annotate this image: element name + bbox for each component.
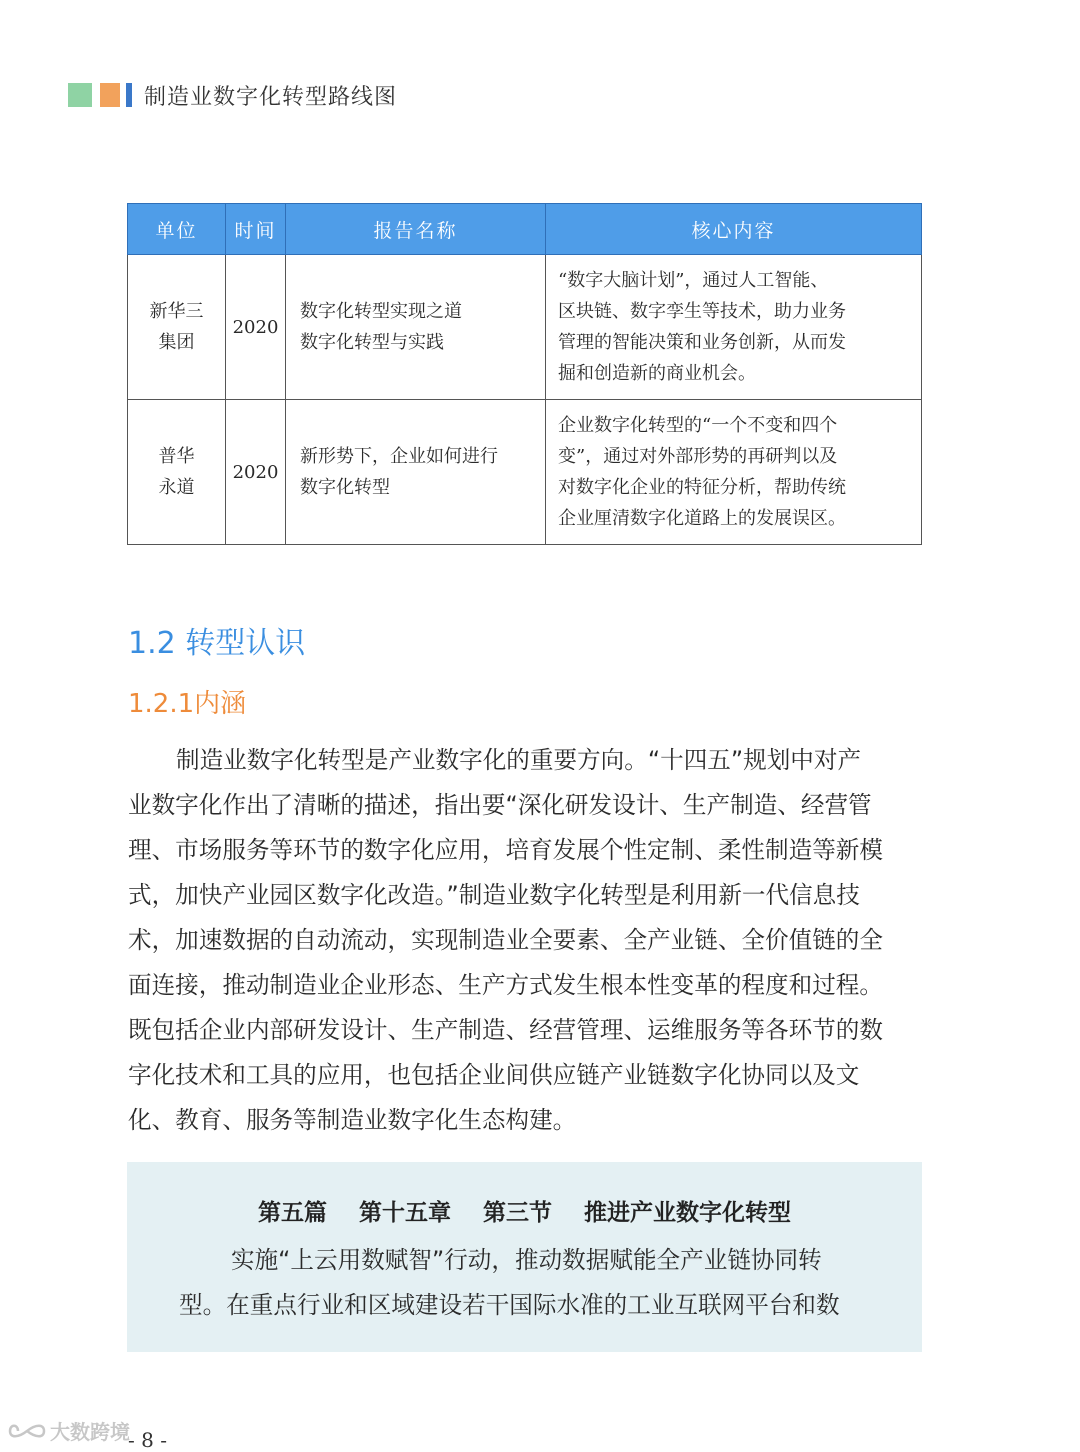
callout-title-part: 推进产业数字化转型 [584, 1200, 792, 1226]
green-square-icon [68, 83, 92, 107]
cell-line: 集团 [158, 332, 195, 353]
table-row [128, 255, 922, 400]
col-header-unit: 单位 [128, 204, 226, 255]
cell-line: 企业数字化转型的“一个不变和四个 [558, 415, 838, 436]
cell-line: 管理的智能决策和业务创新，从而发 [558, 332, 846, 353]
cell-unit [128, 255, 226, 400]
watermark [8, 1416, 130, 1445]
blue-bar-icon [126, 83, 132, 107]
cell-line: 数字化转型与实践 [300, 332, 444, 353]
callout-title-part: 第十五章 [358, 1200, 451, 1226]
orange-square-icon [100, 83, 120, 107]
paragraph-line: 化、教育、服务等制造业数字化生态构建。 [128, 1106, 577, 1134]
cell-unit [128, 400, 226, 545]
cell-year: 2020 [226, 400, 286, 545]
cell-line: 对数字化企业的特征分析，帮助传统 [558, 477, 846, 498]
callout-text [179, 1238, 879, 1328]
cell-line: 新形势下，企业如何进行 [300, 446, 498, 467]
cell-line: “数字大脑计划”，通过人工智能、 [558, 270, 829, 291]
infinity-logo-icon [8, 1420, 46, 1442]
cell-report-name [286, 400, 546, 545]
paragraph-line: 理、市场服务等环节的数字化应用，培育发展个性定制、柔性制造等新模 [128, 836, 883, 864]
body-paragraph [128, 738, 923, 1143]
cell-line: 变”，通过对外部形势的再研判以及 [558, 446, 838, 467]
table-row [128, 400, 922, 545]
paragraph-line: 面连接，推动制造业企业形态、生产方式发生根本性变革的程度和过程。 [128, 971, 883, 999]
callout-title-part: 第五篇 [257, 1200, 327, 1226]
cell-line: 掘和创造新的商业机会。 [558, 363, 756, 384]
cell-core-content [546, 400, 922, 545]
cell-line: 数字化转型实现之道 [300, 301, 462, 322]
paragraph-line: 术，加速数据的自动流动，实现制造业全要素、全产业链、全价值链的全 [128, 926, 883, 954]
running-header [68, 80, 397, 110]
cell-line: 普华 [158, 446, 195, 467]
callout-title [127, 1194, 922, 1227]
callout-title-part: 第三节 [483, 1200, 552, 1226]
cell-report-name [286, 255, 546, 400]
subsection-heading: 1.2.1内涵 [128, 689, 247, 719]
paragraph-line: 制造业数字化转型是产业数字化的重要方向。“十四五”规划中对产 [176, 746, 862, 774]
callout-line: 型。在重点行业和区域建设若干国际水准的工业互联网平台和数 [179, 1291, 840, 1319]
cell-year: 2020 [226, 255, 286, 400]
section-heading: 1.2 转型认识 [128, 626, 306, 661]
paragraph-line: 字化技术和工具的应用，也包括企业间供应链产业链数字化协同以及文 [128, 1061, 860, 1089]
cell-line: 企业厘清数字化道路上的发展误区。 [558, 508, 846, 529]
paragraph-line: 式，加快产业园区数字化改造。”制造业数字化转型是利用新一代信息技 [128, 881, 860, 909]
col-header-core-content: 核心内容 [546, 204, 922, 255]
page-number: - 8 - [128, 1428, 167, 1452]
report-table [127, 203, 922, 545]
cell-line: 永道 [158, 477, 195, 498]
col-header-report-name: 报告名称 [286, 204, 546, 255]
paragraph-line: 业数字化作出了清晰的描述，指出要“深化研发设计、生产制造、经营管 [128, 791, 872, 819]
watermark-text: 大数跨境 [50, 1420, 130, 1444]
callout-line: 实施“上云用数赋智”行动，推动数据赋能全产业链协同转 [231, 1246, 822, 1274]
col-header-time: 时间 [226, 204, 286, 255]
running-header-title: 制造业数字化转型路线图 [144, 84, 398, 110]
cell-line: 区块链、数字孪生等技术，助力业务 [558, 301, 846, 322]
cell-line: 数字化转型 [300, 477, 390, 498]
table-header-row [128, 204, 922, 255]
policy-callout-box [127, 1162, 922, 1352]
paragraph-line: 既包括企业内部研发设计、生产制造、经营管理、运维服务等各环节的数 [128, 1016, 883, 1044]
cell-line: 新华三 [149, 301, 204, 322]
cell-core-content [546, 255, 922, 400]
